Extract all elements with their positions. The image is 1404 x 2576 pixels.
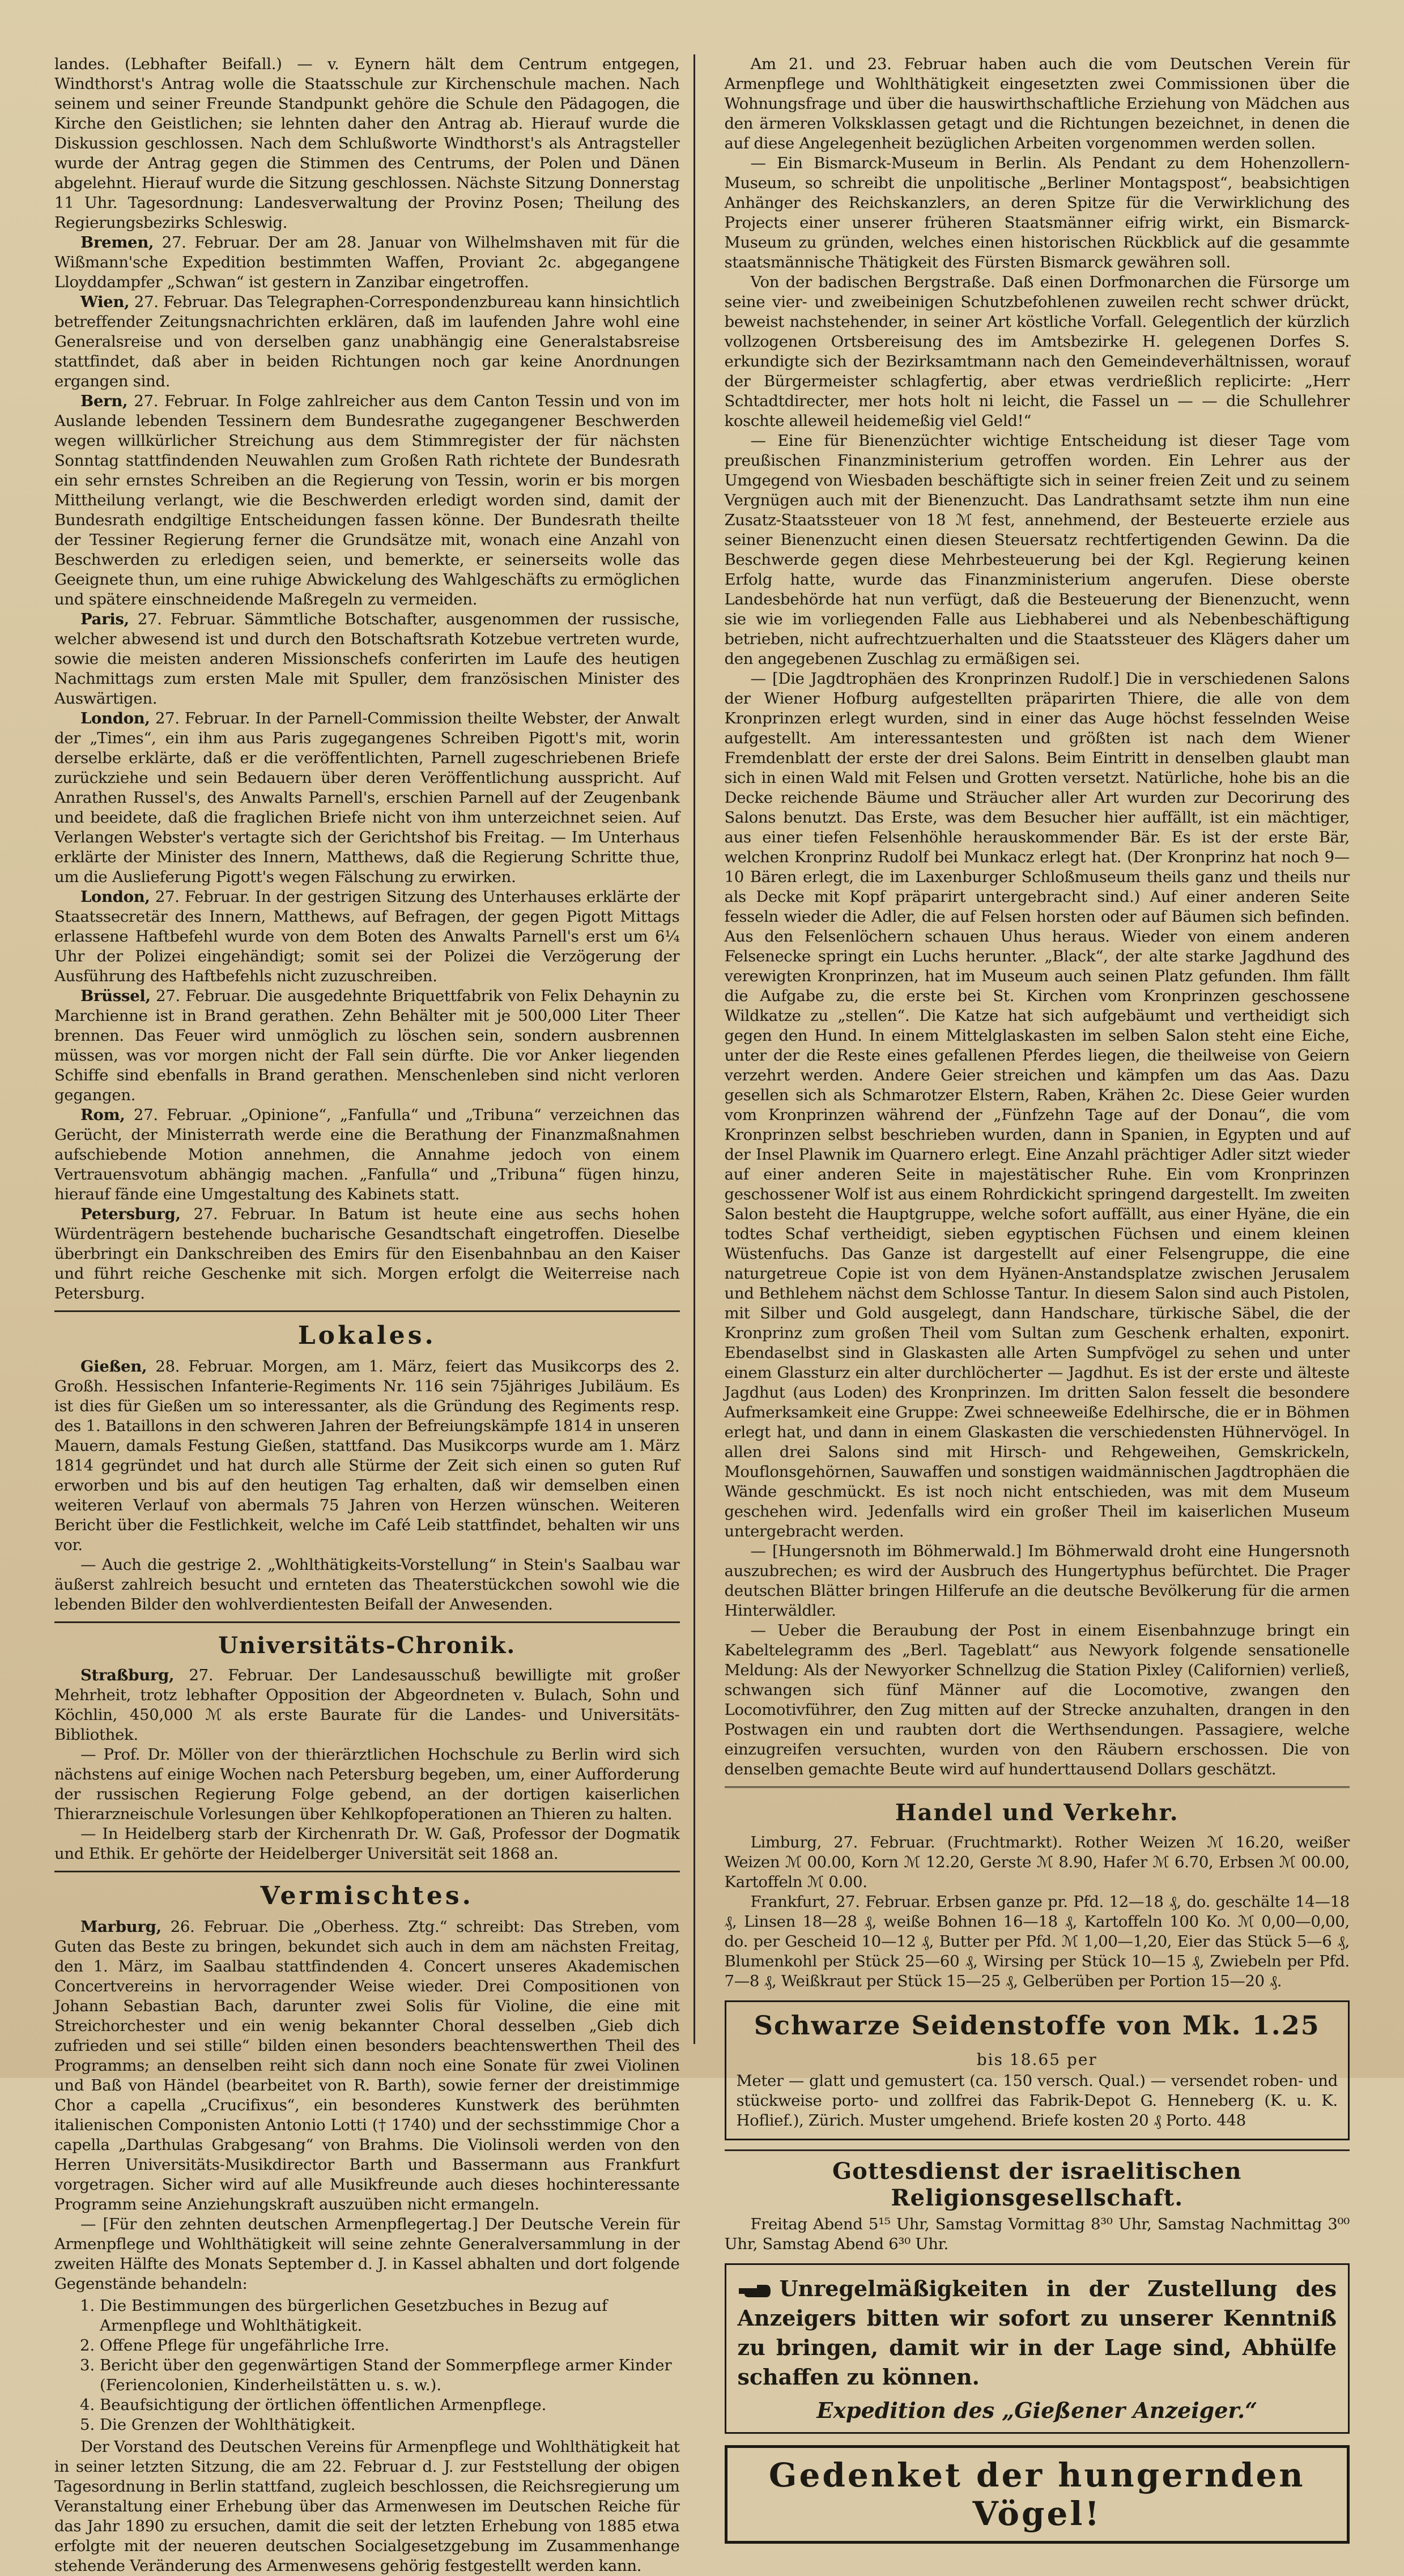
left-column	[54, 54, 695, 2575]
section-title-handel: Handel und Verkehr.	[895, 1799, 1179, 1826]
section-title-vermischtes: Vermischtes.	[260, 1881, 474, 1910]
section-divider	[54, 1310, 680, 1312]
list-item: 4. Beaufsichtigung der örtlichen öffentlichen Armenpflege.	[100, 2395, 680, 2415]
list-item: 3. Bericht über den gegenwärtigen Stand der Sommerpflege armer Kinder (Feriencolonien, Kinderheilstätten u. s. w.).	[100, 2356, 680, 2395]
notice-signature: Expedition des „Gießener Anzeiger.“	[816, 2398, 1258, 2423]
article-bruessel	[54, 986, 680, 1105]
article-rom	[54, 1105, 680, 1204]
ad-seidenstoffe-tail: bis 18.65 per	[976, 2050, 1097, 2069]
article-paris-text: 27. Februar. Sämmtliche Botschafter, ausgenommen der russische, welcher abwesend ist und durch den Botschaftsrath Kotzebue vertreten wurde, sowie die meisten anderen Missionschefs conferirten im Laufe des heutigen Nachmittags zum ersten Male mit Spuller, dem französischen Minister des Auswärtigen.	[54, 610, 680, 708]
section-title-universitaet: Universitäts-Chronik.	[218, 1632, 516, 1659]
article-heidelberg: — In Heidelberg starb der Kirchenrath Dr. W. Gaß, Professor der Dogmatik und Ethik. Er gehörte der Heidelberger Universität seit 1868 an.	[54, 1825, 680, 1863]
article-wohltaetigkeit: — Auch die gestrige 2. „Wohlthätigkeits-Vorstellung“ in Stein's Saalbau war äußerst zahlreich besucht und ernteten das Theaterstückchen sowohl wie die lebenden Bilder den wohlverdientesten Beifall der Anwesenden.	[54, 1556, 680, 1613]
article-strassburg-text: 27. Februar. Der Landesausschuß bewilligte mit großer Mehrheit, trotz lebhafter Opposition der Abgeordneten v. Bulach, Sohn und Köchlin, 450,000 ℳ als erste Baurate für die Landes- und Universitäts-Bibliothek.	[54, 1666, 680, 1744]
dateline-london-2: London,	[80, 888, 150, 906]
dateline-rom: Rom,	[80, 1106, 125, 1124]
article-paris	[54, 610, 680, 709]
article-wien	[54, 292, 680, 391]
article-postraub: — Ueber die Beraubung der Post in einem Eisenbahnzuge bringt ein Kabeltelegramm des „Berl. Tageblatt“ aus Newyork folgende sensationelle Meldung: Als der Newyorker Schnellzug die Station Pixley (Californien) verließ, schwangen sich fünf Männer auf die Locomotive, zwangen den Locomotivführer, den Zug mitten auf der Strecke anzuhalten, drangen in den Postwagen ein und raubten dort die Werthsendungen. Passagiere, welche einzugreifen versuchten, wurden von den Räubern erschossen. Die von denselben gemachte Beute wird auf hunderttausend Dollars geschätzt.	[724, 1621, 1350, 1778]
market-limburg: Limburg, 27. Februar. (Fruchtmarkt). Rother Weizen ℳ 16.20, weißer Weizen ℳ 00.00, Korn ℳ 12.20, Gerste ℳ 8.90, Hafer ℳ 6.70, Erbsen ℳ 00.00, Kartoffeln ℳ 0.00.	[724, 1833, 1350, 1891]
worship-title: Gottesdienst der israelitischen Religionsgesellschaft.	[832, 2158, 1242, 2211]
article-moeller: — Prof. Dr. Möller von der thierärztlichen Hochschule zu Berlin wird sich nächstens auf einige Wochen nach Petersburg begeben, um, einer Aufforderung der russischen Regierung Folge gebend, an der dortigen kaiserlichen Thierarzneischule Vorlesungen über Kehlkopfoperationen an Thieren zu halten.	[54, 1745, 680, 1823]
dateline-bremen: Bremen,	[80, 233, 154, 252]
dateline-petersburg: Petersburg,	[80, 1205, 181, 1223]
article-marburg-text: 26. Februar. Die „Oberhess. Ztg.“ schreibt: Das Streben, vom Guten das Beste zu bringen, bekundet sich auch in dem am nächsten Freitag, den 1. März, im Saalbau stattfindenden 4. Concert unseres Akademischen Concertvereins in hervorragender Weise wieder. Drei Compositionen von Johann Sebastian Bach, darunter zwei Solis für Violine, die eine mit Streichorchester und ein wenig bekannter Choral desselben „Gieb dich zufrieden und sei stille“ bilden einen besonders beachtenswerthen Theil des Programms; an denselben reiht sich dann noch eine Sonate für zwei Violinen und Baß von Händel (bearbeitet von R. Barth), sowie ferner der dreistimmige Chor a capella „Crucifixus“, ein besonderes Kunstwerk des berühmten italienischen Componisten Antonio Lotti († 1740) und der sechsstimmige Chor a capella „Darthulas Grabgesang“ von Brahms. Die Violinsoli werden von den Herren Universitäts-Musikdirector Barth und Bassermann aus Frankfurt vorgetragen. Sicher wird auf alle Musikfreunde auch dieses hochinteressante Programm seine Anziehungskraft auszuüben nicht ermangeln.	[54, 1918, 680, 2213]
ad-seidenstoffe-title: Schwarze Seidenstoffe von Mk. 1.25	[754, 2010, 1320, 2041]
section-divider	[725, 2149, 1350, 2151]
section-divider	[54, 1871, 680, 1872]
article-bergstrasse: Von der badischen Bergstraße. Daß einen Dorfmonarchen die Fürsorge um seine vier- und zweibeinigen Schutzbefohlenen zuweilen recht schwer drückt, beweist nachstehender, in seiner Art köstliche Vorfall. Gelegentlich der kürzlich vollzogenen Ortsbereisung des im Amtsbezirke H. gelegenen Dorfes S. erkundigte sich der Bezirksamtmann nach den Gemeindeverhältnissen, worauf der Bürgermeister schlagfertig, aber etwas verdrießlich replicirte: „Herr Schtadtdirecter, mer hots holt ni leicht, die Fassel un — — die Schullehrer koschte alleweil heidemeßig viel Geld!“	[724, 273, 1350, 430]
dateline-paris: Paris,	[80, 610, 129, 628]
article-london-2	[54, 887, 680, 986]
section-divider	[725, 1786, 1350, 1790]
dateline-bruessel: Brüssel,	[80, 987, 151, 1005]
article-strassburg	[54, 1666, 680, 1745]
article-landtag-end: landes. (Lebhafter Beifall.) — v. Eynern hält dem Centrum entgegen, Windthorst's Antrag wolle die Staatsschule zur Kirchenschule machen. Nach seinem und seiner Freunde Standpunkt gehöre die Schule den Pädagogen, die Kirche den Geistlichen; sie lehnten daher den Antrag ab. Hierauf wurde die Diskussion geschlossen. Nach dem Schlußworte Windthorst's als Antragsteller wurde der Antrag gegen die Stimmen des Centrums, der Polen und Dänen abgelehnt. Hierauf wurde die Sitzung geschlossen. Nächste Sitzung Donnerstag 11 Uhr. Tagesordnung: Landesverwaltung der Provinz Posen; Theilung des Regierungsbezirks Schleswig.	[54, 55, 680, 232]
list-item: 5. Die Grenzen der Wohlthätigkeit.	[100, 2415, 680, 2435]
article-bremen-text: 27. Februar. Der am 28. Januar von Wilhelmshaven mit für die Wißmann'sche Expedition bestimmten Waffen, Proviant 2c. abgegangene Lloyddampfer „Schwan“ ist gestern in Zanzibar eingetroffen.	[54, 233, 680, 291]
article-bismarck-museum: — Ein Bismarck-Museum in Berlin. Als Pendant zu dem Hohenzollern-Museum, so schreibt die unpolitische „Berliner Montagspost“, beabsichtigen Anhänger des Reichskanzlers, an deren Spitze für die Verwirklichung des Projects einer unserer früheren Staatsmänner eifrig wirkt, ein Bismarck-Museum zu gründen, welches einen historischen Rückblick auf die gesammte staatsmännische Thätigkeit des Fürsten Bismarck gewähren soll.	[724, 154, 1350, 271]
article-petersburg-text: 27. Februar. In Batum ist heute eine aus sechs hohen Würdenträgern bestehende bucharische Gesandtschaft eingetroffen. Dieselbe überbringt ein Dankschreiben des Emirs für den Eisenbahnbau an den Kaiser und führt reiche Geschenke mit sich. Morgen erfolgt die Weiterreise nach Petersburg.	[54, 1205, 680, 1302]
article-bruessel-text: 27. Februar. Die ausgedehnte Briquettfabrik von Felix Dehaynin zu Marchienne ist in Brand gerathen. Zehn Behälter mit je 500,000 Liter Theer brennen. Das Feuer wird unmöglich zu löschen sein, sondern ausbrennen müssen, was vor morgen nicht der Fall sein dürfte. Die vor Anker liegenden Schiffe sind ebenfalls in Brand gerathen. Menschenleben sind nicht verloren gegangen.	[54, 987, 680, 1104]
worship-times: Freitag Abend 5¹⁵ Uhr, Samstag Vormittag 8³⁰ Uhr, Samstag Nachmittag 3⁰⁰ Uhr, Samstag Abend 6³⁰ Uhr.	[724, 2215, 1350, 2253]
article-london-1-text: 27. Februar. In der Parnell-Commission theilte Webster, der Anwalt der „Times“, ein ihm aus Paris zugegangenes Schreiben Pigott's mit, worin derselbe erklärte, daß er die veröffentlichten, Parnell zugeschriebenen Briefe zurückziehe und sein Bedauern über deren Veröffentlichung ausspricht. Auf Anrathen Russel's, des Anwalts Parnell's, erschien Parnell auf der Zeugenbank und beeidete, daß die fraglichen Briefe nicht von ihm unterzeichnet seien. Auf Verlangen Webster's vertagte sich der Gerichtshof bis Freitag. — Im Unterhaus erklärte der Minister des Innern, Matthews, daß die Regierung Schritte thue, um die Auslieferung Pigott's wegen Fälschung zu erwirken.	[54, 709, 680, 886]
right-column	[724, 54, 1350, 2533]
article-armenpflegertag: — [Für den zehnten deutschen Armenpflegertag.] Der Deutsche Verein für Armenpflege und Wohlthätigkeit will seine zehnte Generalversammlung in der zweiten Hälfte des Monats September d. J. in Kassel abhalten und dort folgende Gegenstände behandeln:	[54, 2215, 680, 2293]
article-vorstand: Der Vorstand des Deutschen Vereins für Armenpflege und Wohlthätigkeit hat in seiner letzten Sitzung, die am 22. Februar d. J. zur Feststellung der obigen Tagesordnung in Berlin stattfand, zugleich beschlossen, die Reichsregierung um Veranstaltung einer Erhebung über das Armenwesen im Deutschen Reiche für das Jahr 1890 zu ersuchen, damit die seit der letzten Erhebung von 1885 etwa erfolgte mit der neueren deutschen Socialgesetzgebung im Zusammenhange stehende Veränderung des Armenwesens gehörig festgestellt werden kann.	[54, 2438, 680, 2575]
article-marburg	[54, 1917, 680, 2215]
article-giessen	[54, 1357, 680, 1555]
dateline-wien: Wien,	[80, 293, 130, 311]
dateline-giessen: Gießen,	[80, 1357, 147, 1376]
article-commissionen: Am 21. und 23. Februar haben auch die vom Deutschen Verein für Armenpflege und Wohlthätigkeit eingesetzten zwei Commissionen über die Wohnungsfrage und über die hauswirthschaftliche Erziehung von Mädchen aus den ärmeren Volksklassen getagt und die Richtungen bezeichnet, in denen die auf diese Angelegenheit bezüglichen Arbeiten vorgenommen werden sollen.	[724, 55, 1350, 152]
article-bienenzuechter: — Eine für Bienenzüchter wichtige Entscheidung ist dieser Tage vom preußischen Finanzministerium getroffen worden. Ein Lehrer aus der Umgegend von Wiesbaden beschäftigte sich in seiner freien Zeit und zu seinem Vergnügen auch mit der Bienenzucht. Das Landrathsamt setzte ihm nun eine Zusatz-Staatssteuer von 18 ℳ fest, annehmend, der Besteuerte erziele aus seiner Bienenzucht einen diesen Steuersatz rechtfertigenden Gewinn. Da die Beschwerde gegen diese Mehrbesteuerung bei der Kgl. Regierung keinen Erfolg hatte, wurde das Finanzministerium angerufen. Diese oberste Landesbehörde hat nun verfügt, daß die Besteuerung der Bienenzucht, wenn sie wie im vorliegenden Falle aus Liebhaberei und als Nebenbeschäftigung betrieben, nicht aufrechtzuerhalten und die Staatssteuer des Klägers daher um den angegebenen Zuschlag zu ermäßigen sei.	[724, 432, 1350, 668]
article-bremen	[54, 233, 680, 292]
agenda-list	[100, 2296, 680, 2435]
ad-seidenstoffe	[725, 2000, 1350, 2140]
dateline-marburg: Marburg,	[80, 1918, 161, 1936]
dateline-bern: Bern,	[80, 392, 128, 410]
article-london-1	[54, 709, 680, 887]
section-title-lokales: Lokales.	[297, 1321, 436, 1350]
section-divider	[54, 1621, 680, 1623]
birds-banner: Gedenket der hungernden Vögel!	[725, 2445, 1350, 2544]
notice-text: Unregelmäßigkeiten in der Zustellung des Anzeigers bitten wir sofort zu unserer Kenntniß zu bringen, damit wir in der Lage sind, Abhülfe schaffen zu können.	[737, 2276, 1337, 2390]
list-item: 1. Die Bestimmungen des bürgerlichen Gesetzbuches in Bezug auf Armenpflege und Wohlthätigkeit.	[100, 2296, 680, 2336]
ad-seidenstoffe-text: Meter — glatt und gemustert (ca. 150 versch. Qual.) — versendet roben- und stückweise porto- und zollfrei das Fabrik-Depot G. Henneberg (K. u. K. Hoflief.), Zürich. Muster umgehend. Briefe kosten 20 ₰ Porto.	[736, 2072, 1338, 2130]
dateline-london-1: London,	[80, 709, 150, 727]
article-petersburg	[54, 1204, 680, 1304]
article-london-2-text: 27. Februar. In der gestrigen Sitzung des Unterhauses erklärte der Staatssecretär des Innern, Matthews, auf Befragen, der gegen Pigott Mittags erlassene Haftbefehl wurde von dem Boten des Anwalts Parnell's erst um 6¼ Uhr der Polizei eingehändigt; somit sei der Polizei die Verzögerung der Ausführung des Haftbefehls nicht zuzuschreiben.	[54, 888, 680, 985]
article-rom-text: 27. Februar. „Opinione“, „Fanfulla“ und „Tribuna“ verzeichnen das Gerücht, der Ministerrath werde eine die Berathung der Finanzmaßnahmen aufschiebende Motion annehmen, die Annahme jedoch von einem Vertrauensvotum abhängig machen. „Fanfulla“ und „Tribuna“ fügen hinzu, hierauf fände eine Umgestaltung des Kabinets statt.	[54, 1106, 680, 1203]
notice-box	[725, 2263, 1350, 2434]
article-wien-text: 27. Februar. Das Telegraphen-Correspondenzbureau kann hinsichtlich betreffender Zeitungsnachrichten erklären, daß im laufenden Jahre wohl eine Generalsreise und von derselben ganz unabhängig eine Generalstabsreise stattfindet, daß aber in beiden Richtungen noch gar keine Anordnungen ergangen sind.	[54, 293, 680, 390]
article-jagdtrophaeen: — [Die Jagdtrophäen des Kronprinzen Rudolf.] Die in verschiedenen Salons der Wiener Hofburg aufgestellten präparirten Thiere, die alle von dem Kronprinzen erlegt wurden, sind in einer das Auge höchst fesselnden Weise aufgestellt. Am interessantesten und größten ist nach dem Wiener Fremdenblatt der erste der drei Salons. Beim Eintritt in denselben glaubt man sich in einen Wald mit Felsen und Grotten versetzt. Natürliche, hohe bis an die Decke reichende Bäume und Sträucher aller Art wurden zur Decorirung des Salons benutzt. Das Erste, was dem Besucher hier auffällt, ist ein mächtiger, aus einer tiefen Felsenhöhle herauskommender Bär. Es ist der erste Bär, welchen Kronprinz Rudolf bei Munkacz erlegt hat. (Der Kronprinz hat noch 9—10 Bären erlegt, die im Laxenburger Schloßmuseum theils ganz und theils nur als Decke mit Kopf präparirt untergebracht sind.) Auf einer anderen Seite fesseln wieder die Adler, die auf Felsen horsten oder auf Bäumen sich befinden. Aus den Felsenlöchern schauen Uhus heraus. Wieder von einem anderen Felsenecke springt ein Luchs herunter. „Black“, der alte starke Jagdhund des verewigten Kronprinzen, hat im Museum auch seinen Platz gefunden. Ihm fällt die Aufgabe zu, die erste bei St. Kirchen vom Kronprinzen geschossene Wildkatze zu „stellen“. Die Katze hat sich aufgebäumt und vertheidigt sich gegen den Hund. In einem Mittelglaskasten im selben Salon steht eine Eiche, unter der die Reste eines gefallenen Pferdes liegen, die theilweise von Geiern verzehrt werden. Andere Geier streichen und kämpfen um das Aas. Dazu gesellen sich als Schmarotzer Elstern, Raben, Krähen 2c. Diese Geier wurden vom Kronprinzen während der „Fünfzehn Tage auf der Donau“, die vom Kronprinzen selbst beschrieben wurden, dann in Spanien, in Egypten und auf der Insel Plawnik im Quarnero erlegt. Eine Anzahl prächtiger Adler sitzt wieder auf einer anderen Seite in majestätischer Ruhe. Ein vom Kronprinzen geschossener Wolf ist aus einem Rohrdickicht springend dargestellt. Im zweiten Salon besteht die Hauptgruppe, welche sofort auffällt, aus einer Hyäne, die ein todtes Schaf vertheidigt, sieben egyptischen Füchsen und einem kleinen Wüstenfuchs. Das Ganze ist dargestellt auf einer Felsengruppe, die eine naturgetreue Copie ist von dem Hyänen-Anstandsplatze zwischen Jerusalem und Bethlehem nächst dem Schlosse Tantur. In diesem Salon sind auch Pistolen, mit Silber und Gold ausgelegt, dann Handschare, türkische Säbel, die der Kronprinz zum großen Theil vom Sultan zum Geschenk erhalten, exponirt. Ebendaselbst sind in Glaskasten alle Arten Sumpfvögel zu sehen und unter einem Glassturz ein alter durchlöcherter — Jagdhut. Es ist der erste und älteste Jagdhut (aus Loden) des Kronprinzen. Im dritten Salon fesselt die besondere Aufmerksamkeit eine Gruppe: Zwei schneeweiße Edelhirsche, die er in Böhmen erlegt hat, und dann in einem Glaskasten die verschiedensten Hühnervögel. In allen drei Salons sind mit Hirsch- und Rehgeweihen, Gemskrickeln, Mouflonsgehörnen, Sauwaffen und sonstigen waidmännischen Jagdtrophäen die Wände geschmückt. Es ist noch nicht entschieden, was mit dem Museum geschehen wird. Jedenfalls wird ein großer Theil im kaiserlichen Museum untergebracht werden.	[724, 670, 1350, 1540]
list-item: 2. Offene Pflege für ungefährliche Irre.	[100, 2336, 680, 2356]
dateline-strassburg: Straßburg,	[80, 1666, 175, 1684]
article-giessen-text: 28. Februar. Morgen, am 1. März, feiert das Musikcorps des 2. Großh. Hessischen Infanterie-Regiments Nr. 116 sein 75jähriges Jubiläum. Es ist dies für Gießen um so interessanter, als die Gründung des Regiments resp. des 1. Bataillons in den schweren Jahren der Befreiungskämpfe 1814 in unseren Mauern, damals Festung Gießen, stattfand. Das Musikcorps wurde am 1. März 1814 gegründet und hat durch alle Stürme der Zeit sich einen so guten Ruf erworben und bis auf den heutigen Tag erhalten, daß wir demselben einen weiteren Verlauf von abermals 75 Jahren von Herzen wünschen. Weiteren Bericht über die Festlichkeit, welche im Café Leib stattfindet, behalten wir uns vor.	[54, 1357, 680, 1554]
article-hungersnoth: — [Hungersnoth im Böhmerwald.] Im Böhmerwald droht eine Hungersnoth auszubrechen; es wird der Ausbruch des Hungertyphus befürchtet. Die Prager deutschen Blätter bringen Hilferufe an die deutsche Bevölkerung für die armen Hinterwäldler.	[724, 1542, 1350, 1620]
article-bern	[54, 391, 680, 610]
ad-number: 448	[1216, 2111, 1246, 2130]
article-bern-text: 27. Februar. In Folge zahlreicher aus dem Canton Tessin und von im Auslande lebenden Tessinern dem Bundesrathe zugegangener Beschwerden wegen willkürlicher Streichung aus dem Stimmregister der für nächsten Sonntag stattfindenden Neuwahlen zum Großen Rath richtete der Bundesrath ein sehr ernstes Schreiben an die Regierung von Tessin, worin er bis morgen Mittheilung verlangt, wie die Beschwerden erledigt worden sind, damit der Bundesrath endgiltige Entscheidungen fassen könne. Der Bundesrath theilte der Tessiner Regierung ferner die Grundsätze mit, wonach eine Anzahl von Beschwerden zu erledigen seien, und bemerkte, er seinerseits wolle das Geeignete thun, um eine ruhige Abwickelung des Wahlgeschäfts zu ermöglichen und spätere einschneidende Maßregeln zu vermeiden.	[54, 392, 680, 608]
market-frankfurt: Frankfurt, 27. Februar. Erbsen ganze pr. Pfd. 12—18 ₰, do. geschälte 14—18 ₰, Linsen 18—28 ₰, weiße Bohnen 16—18 ₰, Kartoffeln 100 Ko. ℳ 0,00—0,00, do. per Gescheid 10—12 ₰, Butter per Pfd. ℳ 1,00—1,20, Eier das Stück 5—6 ₰, Blumenkohl per Stück 25—60 ₰, Wirsing per Stück 10—15 ₰, Zwiebeln per Pfd. 7—8 ₰, Weißkraut per Stück 15—25 ₰, Gelberüben per Portion 15—20 ₰.	[724, 1893, 1350, 1990]
pointing-hand-icon	[738, 2283, 772, 2300]
